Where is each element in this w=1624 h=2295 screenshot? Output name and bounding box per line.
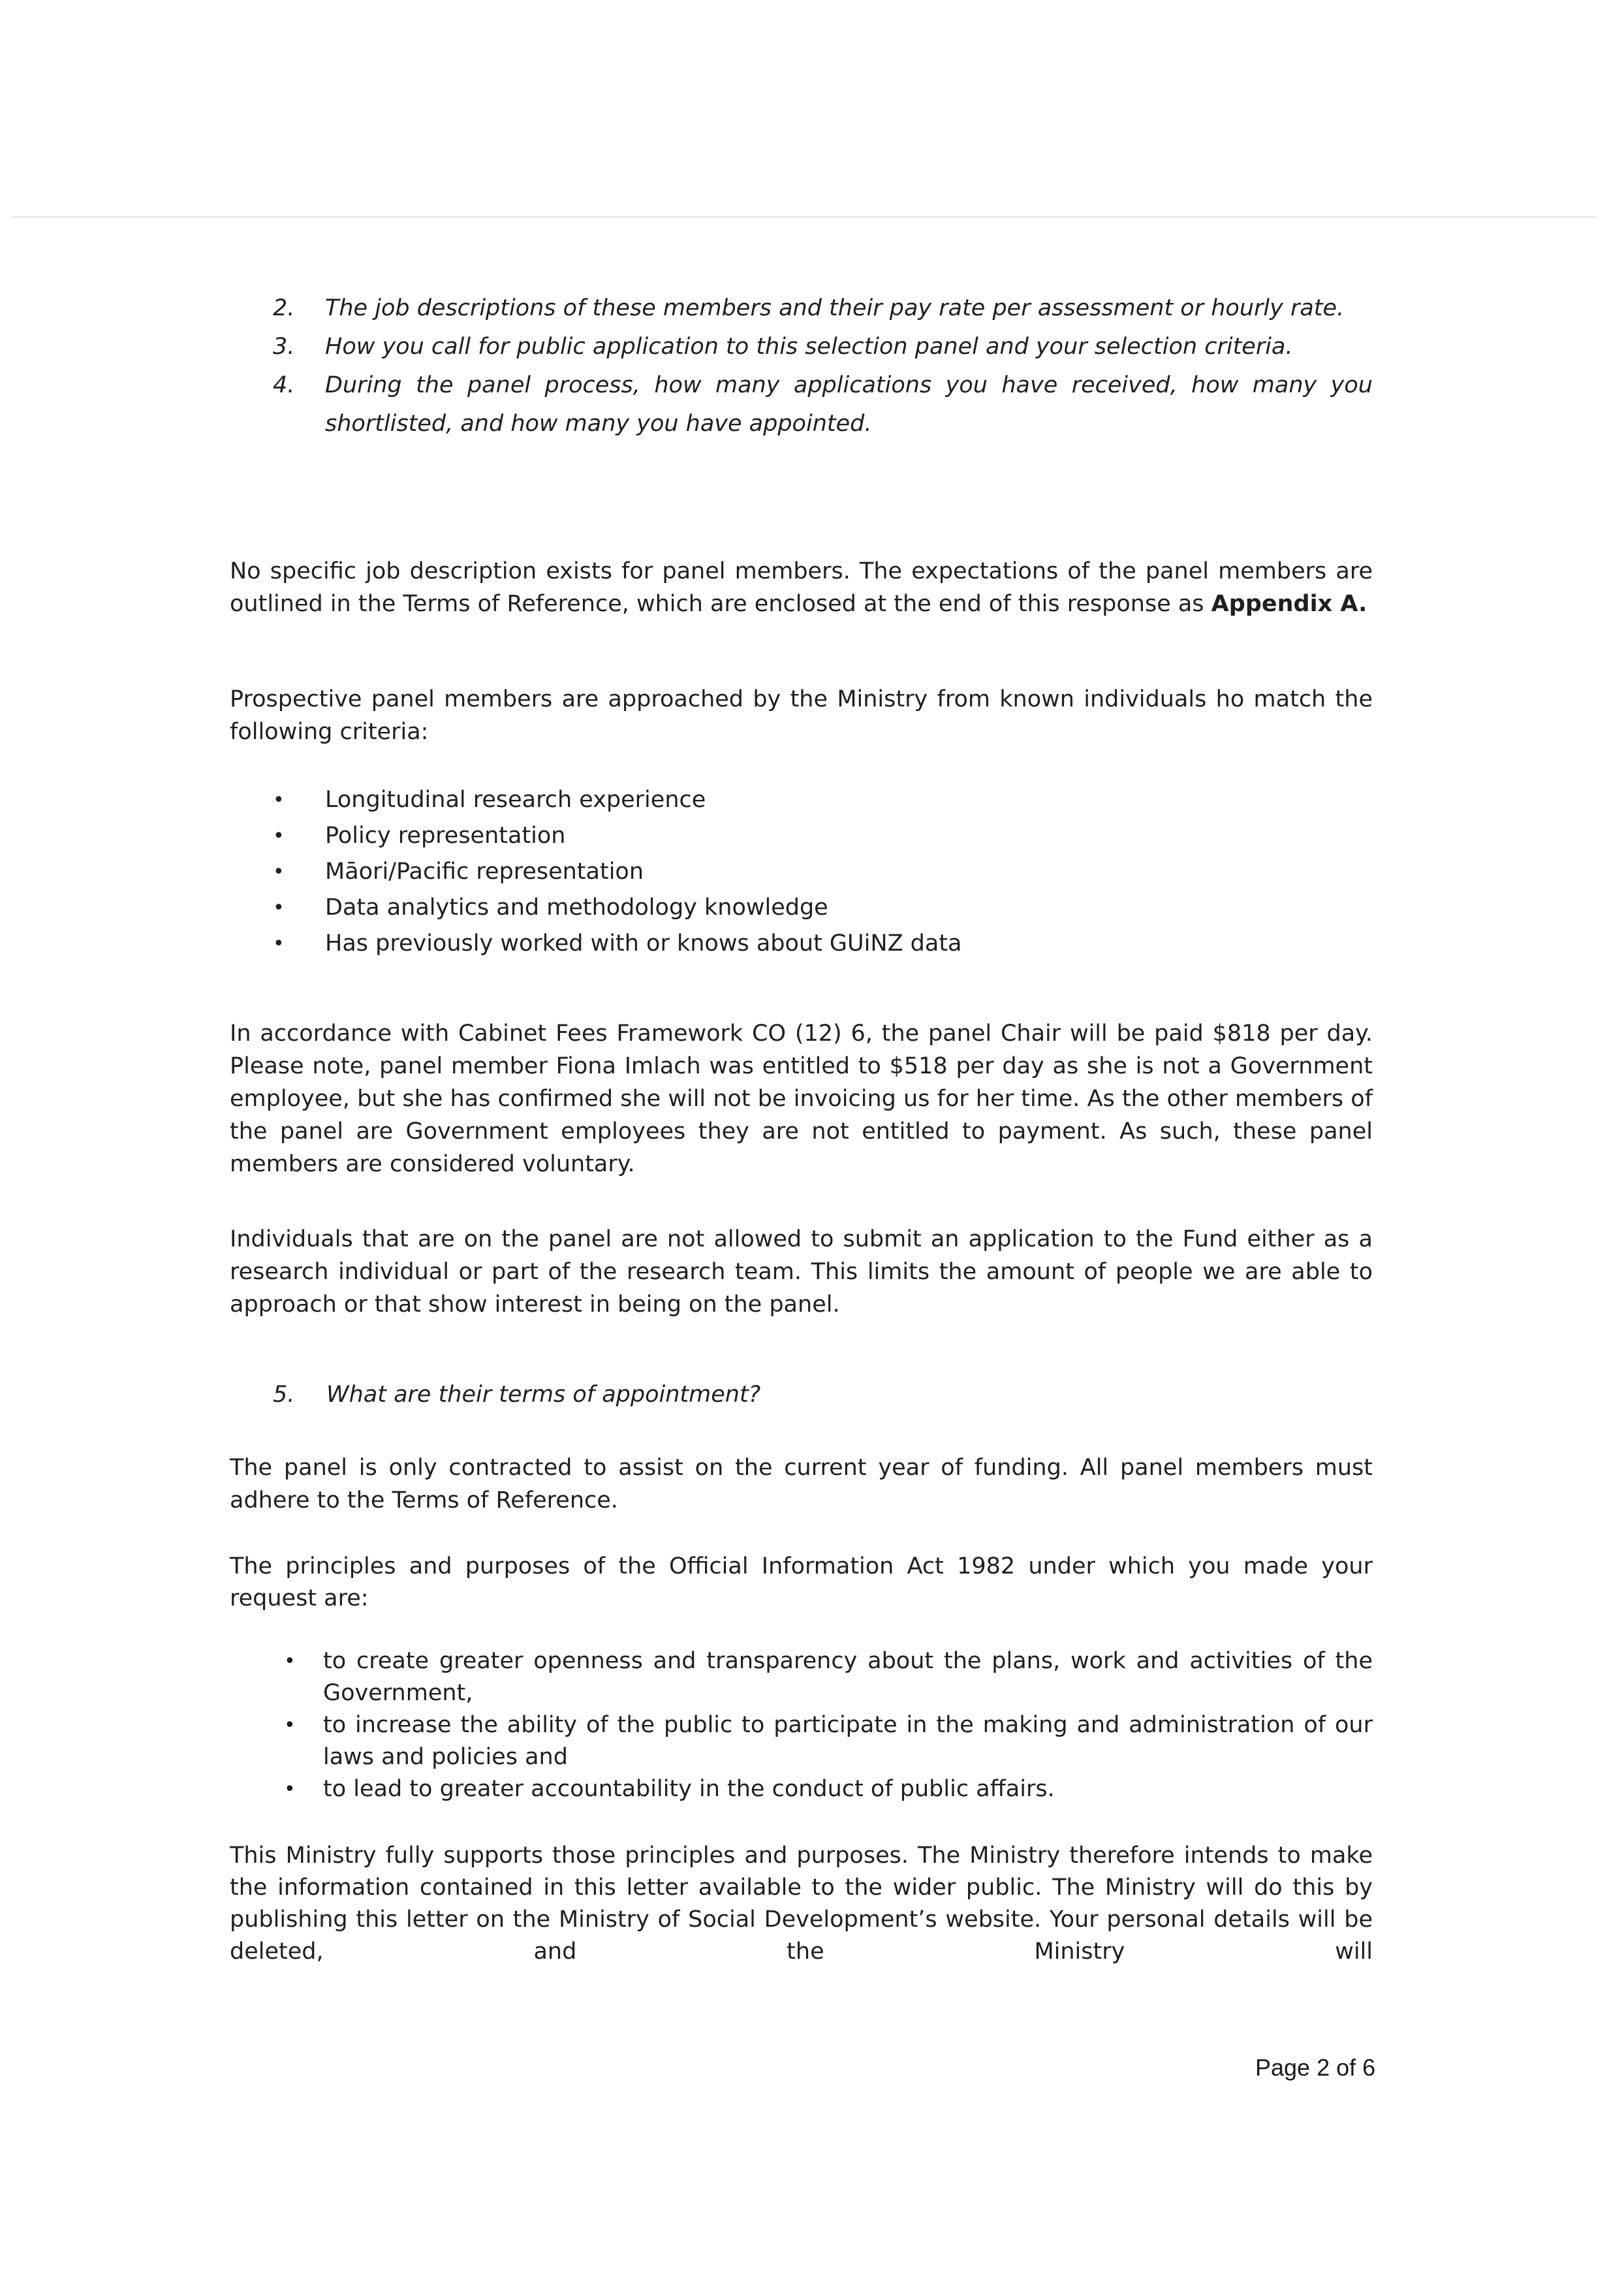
individuals-paragraph: Individuals that are on the panel are not allowed to submit an application to the Fund either as a research individual or part of the research team. This limits the amount of people we are able to approach or that show interest in being on the panel. (230, 1226, 1373, 1318)
question-text: During the panel process, how many applications you have received, how many you shortlisted, and how many you have appointed. (325, 372, 1373, 437)
bullet-icon: • (273, 932, 285, 955)
question-text: How you call for public application to this selection panel and your selection criteria. (325, 334, 1293, 360)
criteria-item (230, 854, 1373, 890)
question-number: 5. (273, 1382, 295, 1408)
numbered-question-list (273, 289, 1373, 443)
bullet-icon: • (284, 1650, 296, 1673)
criteria-item (230, 890, 1373, 926)
criteria-item (230, 782, 1373, 818)
bullet-icon: • (273, 896, 285, 919)
prospective-members-paragraph: Prospective panel members are approached by the Ministry from known individuals ho match the following criteria: (230, 686, 1373, 745)
fees-paragraph: In accordance with Cabinet Fees Framework CO (12) 6, the panel Chair will be paid $818 per day. Please note, panel member Fiona Imlach was entitled to $518 per day as she is not a Government employee, but she has confirmed she will not be invoicing us for her time. As the other members of the panel are Government employees they are not entitled to payment. As such, these panel members are considered voluntary. (230, 1021, 1373, 1177)
bullet-icon: • (273, 789, 285, 812)
criteria-item (230, 818, 1373, 854)
criteria-text: Māori/Pacific representation (325, 859, 644, 885)
criteria-text: Longitudinal research experience (325, 787, 706, 813)
question-5 (273, 1378, 760, 1411)
bullet-icon: • (284, 1778, 296, 1801)
scan-artifact-line (10, 216, 1598, 218)
criteria-text: Data analytics and methodology knowledge (325, 894, 828, 921)
oia-principle-item (230, 1645, 1373, 1709)
oia-principle-item (230, 1773, 1373, 1805)
oia-principle-text: to increase the ability of the public to participate in the making and administration of our laws and policies and (323, 1712, 1373, 1770)
bullet-icon: • (284, 1714, 296, 1737)
bullet-icon: • (273, 861, 285, 883)
question-number: 2. (273, 295, 295, 321)
criteria-text: Has previously worked with or knows about GUiNZ data (325, 930, 962, 957)
question-number: 3. (273, 334, 295, 360)
question-text: The job descriptions of these members and their pay rate per assessment or hourly rate. (325, 295, 1345, 321)
criteria-list (230, 782, 1373, 962)
oia-principle-item (230, 1709, 1373, 1773)
page-number: Page 2 of 6 (1255, 2054, 1376, 2081)
job-description-paragraph (230, 555, 1373, 620)
terms-paragraph: The panel is only contracted to assist on the current year of funding. All panel members must adhere to the Terms of Reference. (230, 1455, 1373, 1513)
oia-principle-text: to create greater openness and transparency about the plans, work and activities of the Government, (323, 1648, 1373, 1706)
appendix-reference: Appendix A. (1211, 591, 1367, 617)
criteria-text: Policy representation (325, 823, 566, 849)
oia-paragraph: The principles and purposes of the Official Information Act 1982 under which you made your request are: (230, 1553, 1373, 1611)
oia-principle-text: to lead to greater accountability in the conduct of public affairs. (323, 1776, 1055, 1802)
job-description-text: No specific job description exists for panel members. The expectations of the panel members are outlined in the Terms of Reference, which are enclosed at the end of this response as (230, 558, 1373, 617)
bullet-icon: • (273, 825, 285, 847)
ministry-paragraph: This Ministry fully supports those principles and purposes. The Ministry therefore intends to make the information contained in this letter available to the wider public. The Ministry will do this by publishing this letter on the Ministry of Social Development’s website. Your personal details will be deleted, and the Ministry will (230, 1843, 1373, 1965)
criteria-item (230, 926, 1373, 962)
question-text: What are their terms of appointment? (326, 1382, 761, 1408)
oia-principles-list (230, 1645, 1373, 1805)
question-item-4 (273, 366, 1373, 443)
question-item-2 (273, 289, 1373, 328)
question-number: 4. (273, 372, 295, 398)
question-item-3 (273, 328, 1373, 366)
